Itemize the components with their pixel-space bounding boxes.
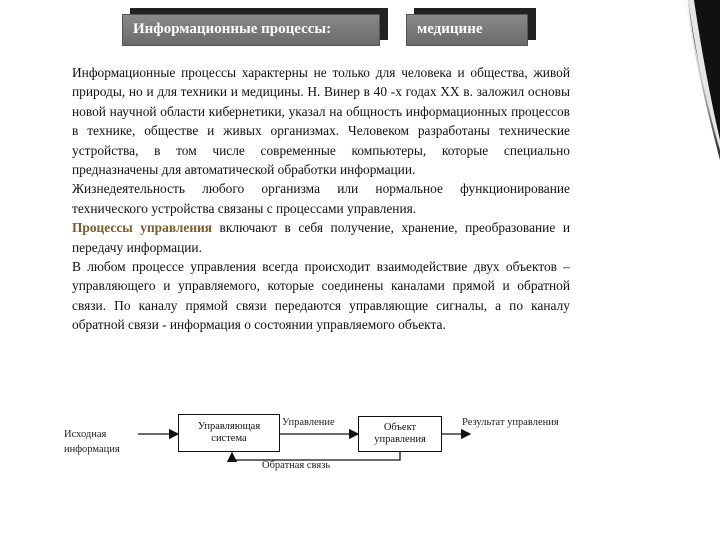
control-system-box xyxy=(178,414,280,452)
input-label-1: Исходная xyxy=(64,429,107,440)
tab-face xyxy=(122,14,380,46)
control-object-label-2: управления xyxy=(374,434,426,445)
control-diagram xyxy=(0,408,600,488)
control-system-label-1: Управляющая xyxy=(197,421,261,432)
paragraph-3-rest: включают в себя получение, хранение, преобразование и передачу информации. xyxy=(72,220,570,255)
paragraph-3 xyxy=(72,218,570,257)
control-object-box xyxy=(358,416,442,452)
paragraph-1: Информационные процессы характерны не только для человека и общества, живой природы, но и для техники и медицины. Н. Винер в 40 -х годах XX в. заложил основы новой научной области кибернетики, указал на общность информационных процессов в технике, обществе и живых организмах. Человеком разработаны технические устройства, в том числе современные компьютеры, которые специально предназначены для автоматической обработки информации. xyxy=(72,65,570,178)
input-label-2: информация xyxy=(64,444,120,455)
control-object-label-1: Объект xyxy=(383,422,417,433)
title-tab-medicine xyxy=(406,14,528,46)
body-text xyxy=(72,63,570,335)
page-curl-decoration xyxy=(590,0,720,540)
control-system-label-2: система xyxy=(211,433,247,444)
tab-face xyxy=(406,14,528,46)
paragraph-2: Жизнедеятельность любого организма или нормальное функционирование технического устройства связаны с процессами управления. xyxy=(72,181,570,216)
forward-label: Управление xyxy=(282,417,335,428)
result-label: Результат управления xyxy=(462,417,559,428)
feedback-label: Обратная связь xyxy=(262,460,331,471)
keyword-control-processes: Процессы управления xyxy=(72,220,213,236)
title-tab-processes-label: Информационные процессы: xyxy=(133,21,332,37)
paragraph-4: В любом процессе управления всегда происходит взаимодействие двух объектов – управляющего и управляемого, которые соединены каналами прямой и обратной связи. По каналу прямой связи передаются управляющие сигналы, а по каналу обратной связи - информация о состоянии управляемого объекта. xyxy=(72,259,570,333)
title-tab-medicine-label: медицине xyxy=(417,21,483,37)
title-tab-processes xyxy=(122,14,380,46)
